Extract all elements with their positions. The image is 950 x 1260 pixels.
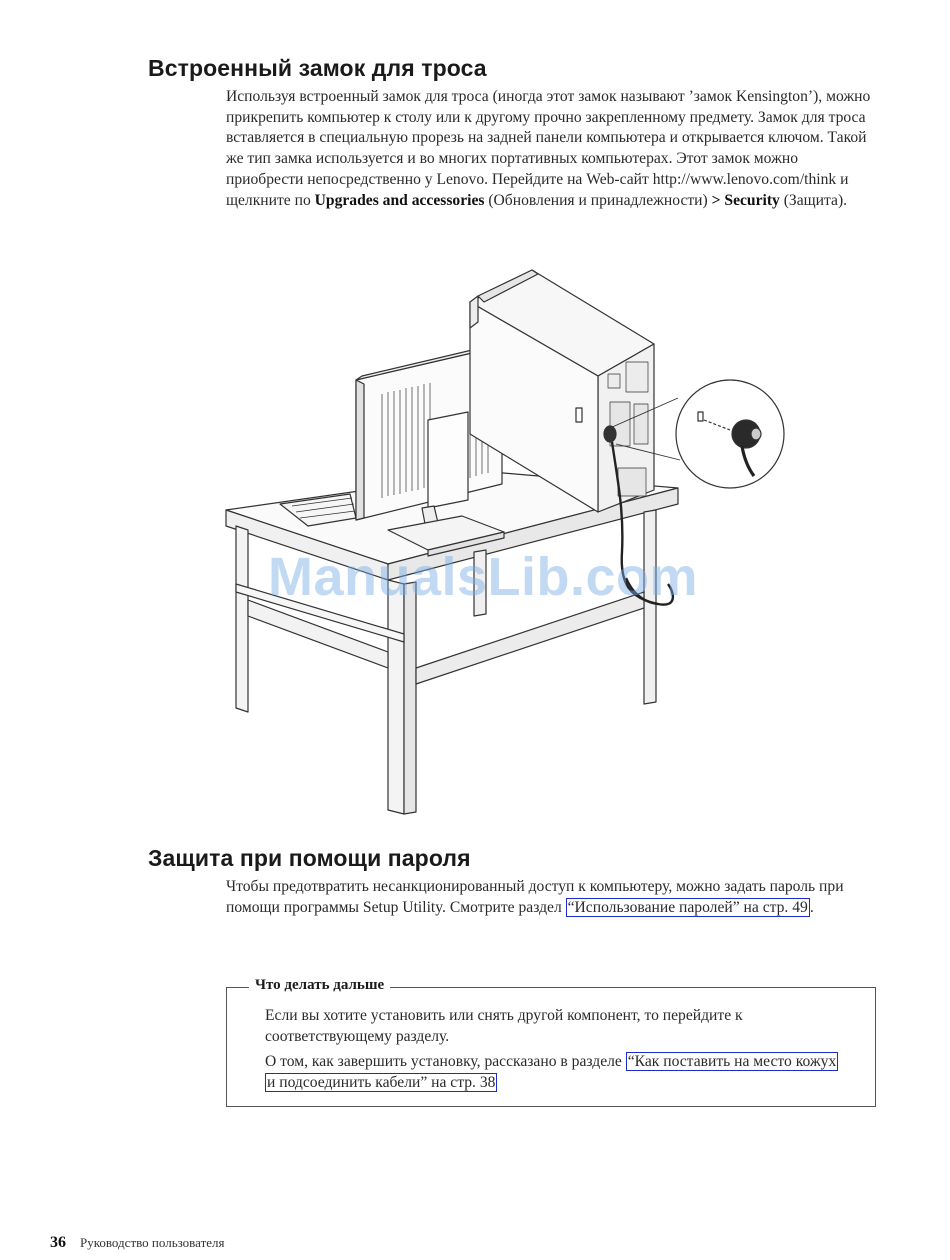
next-steps-text: О том, как завершить установку, рассказано в разделе [265, 1053, 626, 1070]
next-steps-box [226, 977, 876, 1107]
page-number: 36 [50, 1234, 66, 1251]
security-label: > Security [711, 191, 780, 209]
passwords-link[interactable]: “Использование паролей” на стр. 49 [567, 898, 808, 916]
watermark: ManualsLib.com [268, 547, 699, 607]
upgrades-accessories-label: Upgrades and accessories [314, 191, 485, 209]
cable-lock-paragraph [226, 87, 876, 211]
cable-lock-text-1: Используя встроенный замок для троса (иногда этот замок называют ’замок Kensington’), можно прикрепить компьютер к столу или к другому прочно закрепленному предмету. Замок для троса вставляется в специальную прорезь на задней панели компьютера и открывается ключом. Такой же тип замка используется и во многих портативных компьютерах. Этот замок можно приобрести непосредственно у Lenovo. Перейдите на Web-сайт http://www.lenovo.com/think и щелкните по [226, 88, 871, 209]
next-steps-paragraph-2 [265, 1052, 845, 1093]
section-title-password: Защита при помощи пароля [148, 845, 471, 871]
page-footer [50, 1234, 225, 1252]
password-paragraph [226, 877, 876, 918]
cable-lock-text-3: (Защита). [779, 191, 848, 209]
replace-cover-link[interactable]: “Как поставить на место кожух и подсоединить кабели” на стр. 38 [267, 1053, 837, 1091]
password-text-end: . [809, 898, 814, 916]
cable-lock-text-2: (Обновления и принадлежности) [484, 191, 712, 209]
section-title-cable-lock: Встроенный замок для троса [148, 55, 487, 81]
password-text: Чтобы предотвратить несанкционированный доступ к компьютеру, можно задать пароль при помощи программы Setup Utility. Смотрите раздел [226, 878, 844, 916]
footer-label: Руководство пользователя [80, 1235, 225, 1250]
cable-lock-illustration [222, 262, 792, 822]
next-steps-title: Что делать дальше [249, 977, 390, 994]
next-steps-paragraph-1: Если вы хотите установить или снять другой компонент, то перейдите к соответствующему разделу. [265, 1007, 743, 1045]
